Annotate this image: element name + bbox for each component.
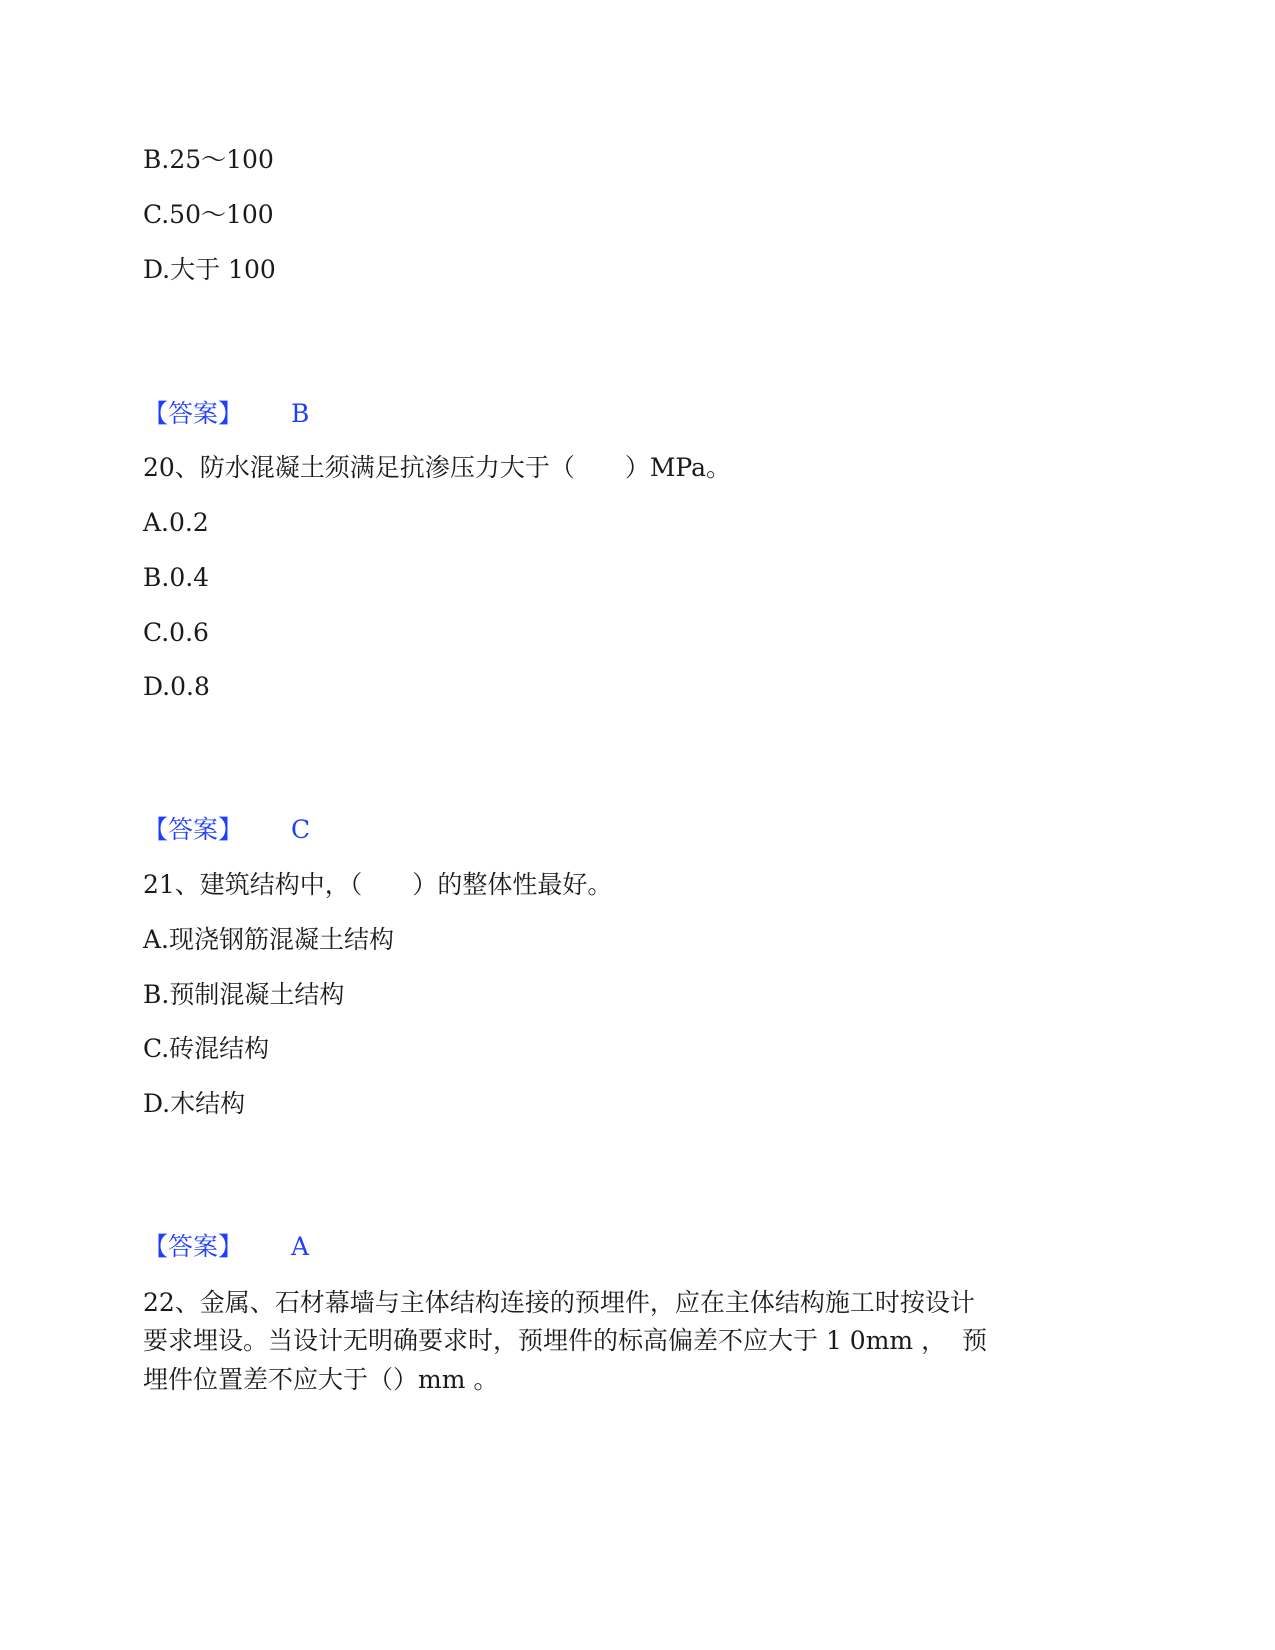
q21-option-b: B.预制混凝土结构 — [143, 980, 345, 1009]
q20-option-a: A.0.2 — [143, 508, 209, 537]
q21-option-d: D.木结构 — [143, 1089, 246, 1118]
q22-question-line-2: 要求埋设。当设计无明确要求时，预埋件的标高偏差不应大于 1 0mm ， 预 — [143, 1326, 987, 1355]
q21-answer — [143, 1231, 309, 1263]
answer-tag: 【答案】 — [143, 399, 244, 428]
answer-value: B — [291, 399, 310, 428]
q20-option-b: B.0.4 — [143, 563, 210, 592]
q20-answer — [143, 814, 310, 846]
q19-option-b: B.25～100 — [143, 145, 274, 174]
q19-option-c: C.50～100 — [143, 200, 274, 229]
q21-question: 21、建筑结构中，（ ）的整体性最好。 — [143, 870, 613, 899]
q20-option-d: D.0.8 — [143, 672, 210, 701]
q22-question-line-1: 22、金属、石材幕墙与主体结构连接的预埋件，应在主体结构施工时按设计 — [143, 1288, 975, 1317]
q21-option-c: C.砖混结构 — [143, 1034, 270, 1063]
answer-value: A — [291, 1232, 310, 1261]
answer-tag: 【答案】 — [143, 815, 244, 844]
q20-option-c: C.0.6 — [143, 618, 209, 647]
q21-option-a: A.现浇钢筋混凝土结构 — [143, 925, 395, 954]
q20-question: 20、防水混凝土须满足抗渗压力大于（ ）MPa。 — [143, 453, 732, 482]
q19-answer — [143, 398, 309, 430]
q22-question-line-3: 埋件位置差不应大于（）mm 。 — [143, 1365, 499, 1394]
answer-tag: 【答案】 — [143, 1232, 244, 1261]
answer-value: C — [291, 815, 311, 844]
q19-option-d: D.大于 100 — [143, 255, 276, 284]
